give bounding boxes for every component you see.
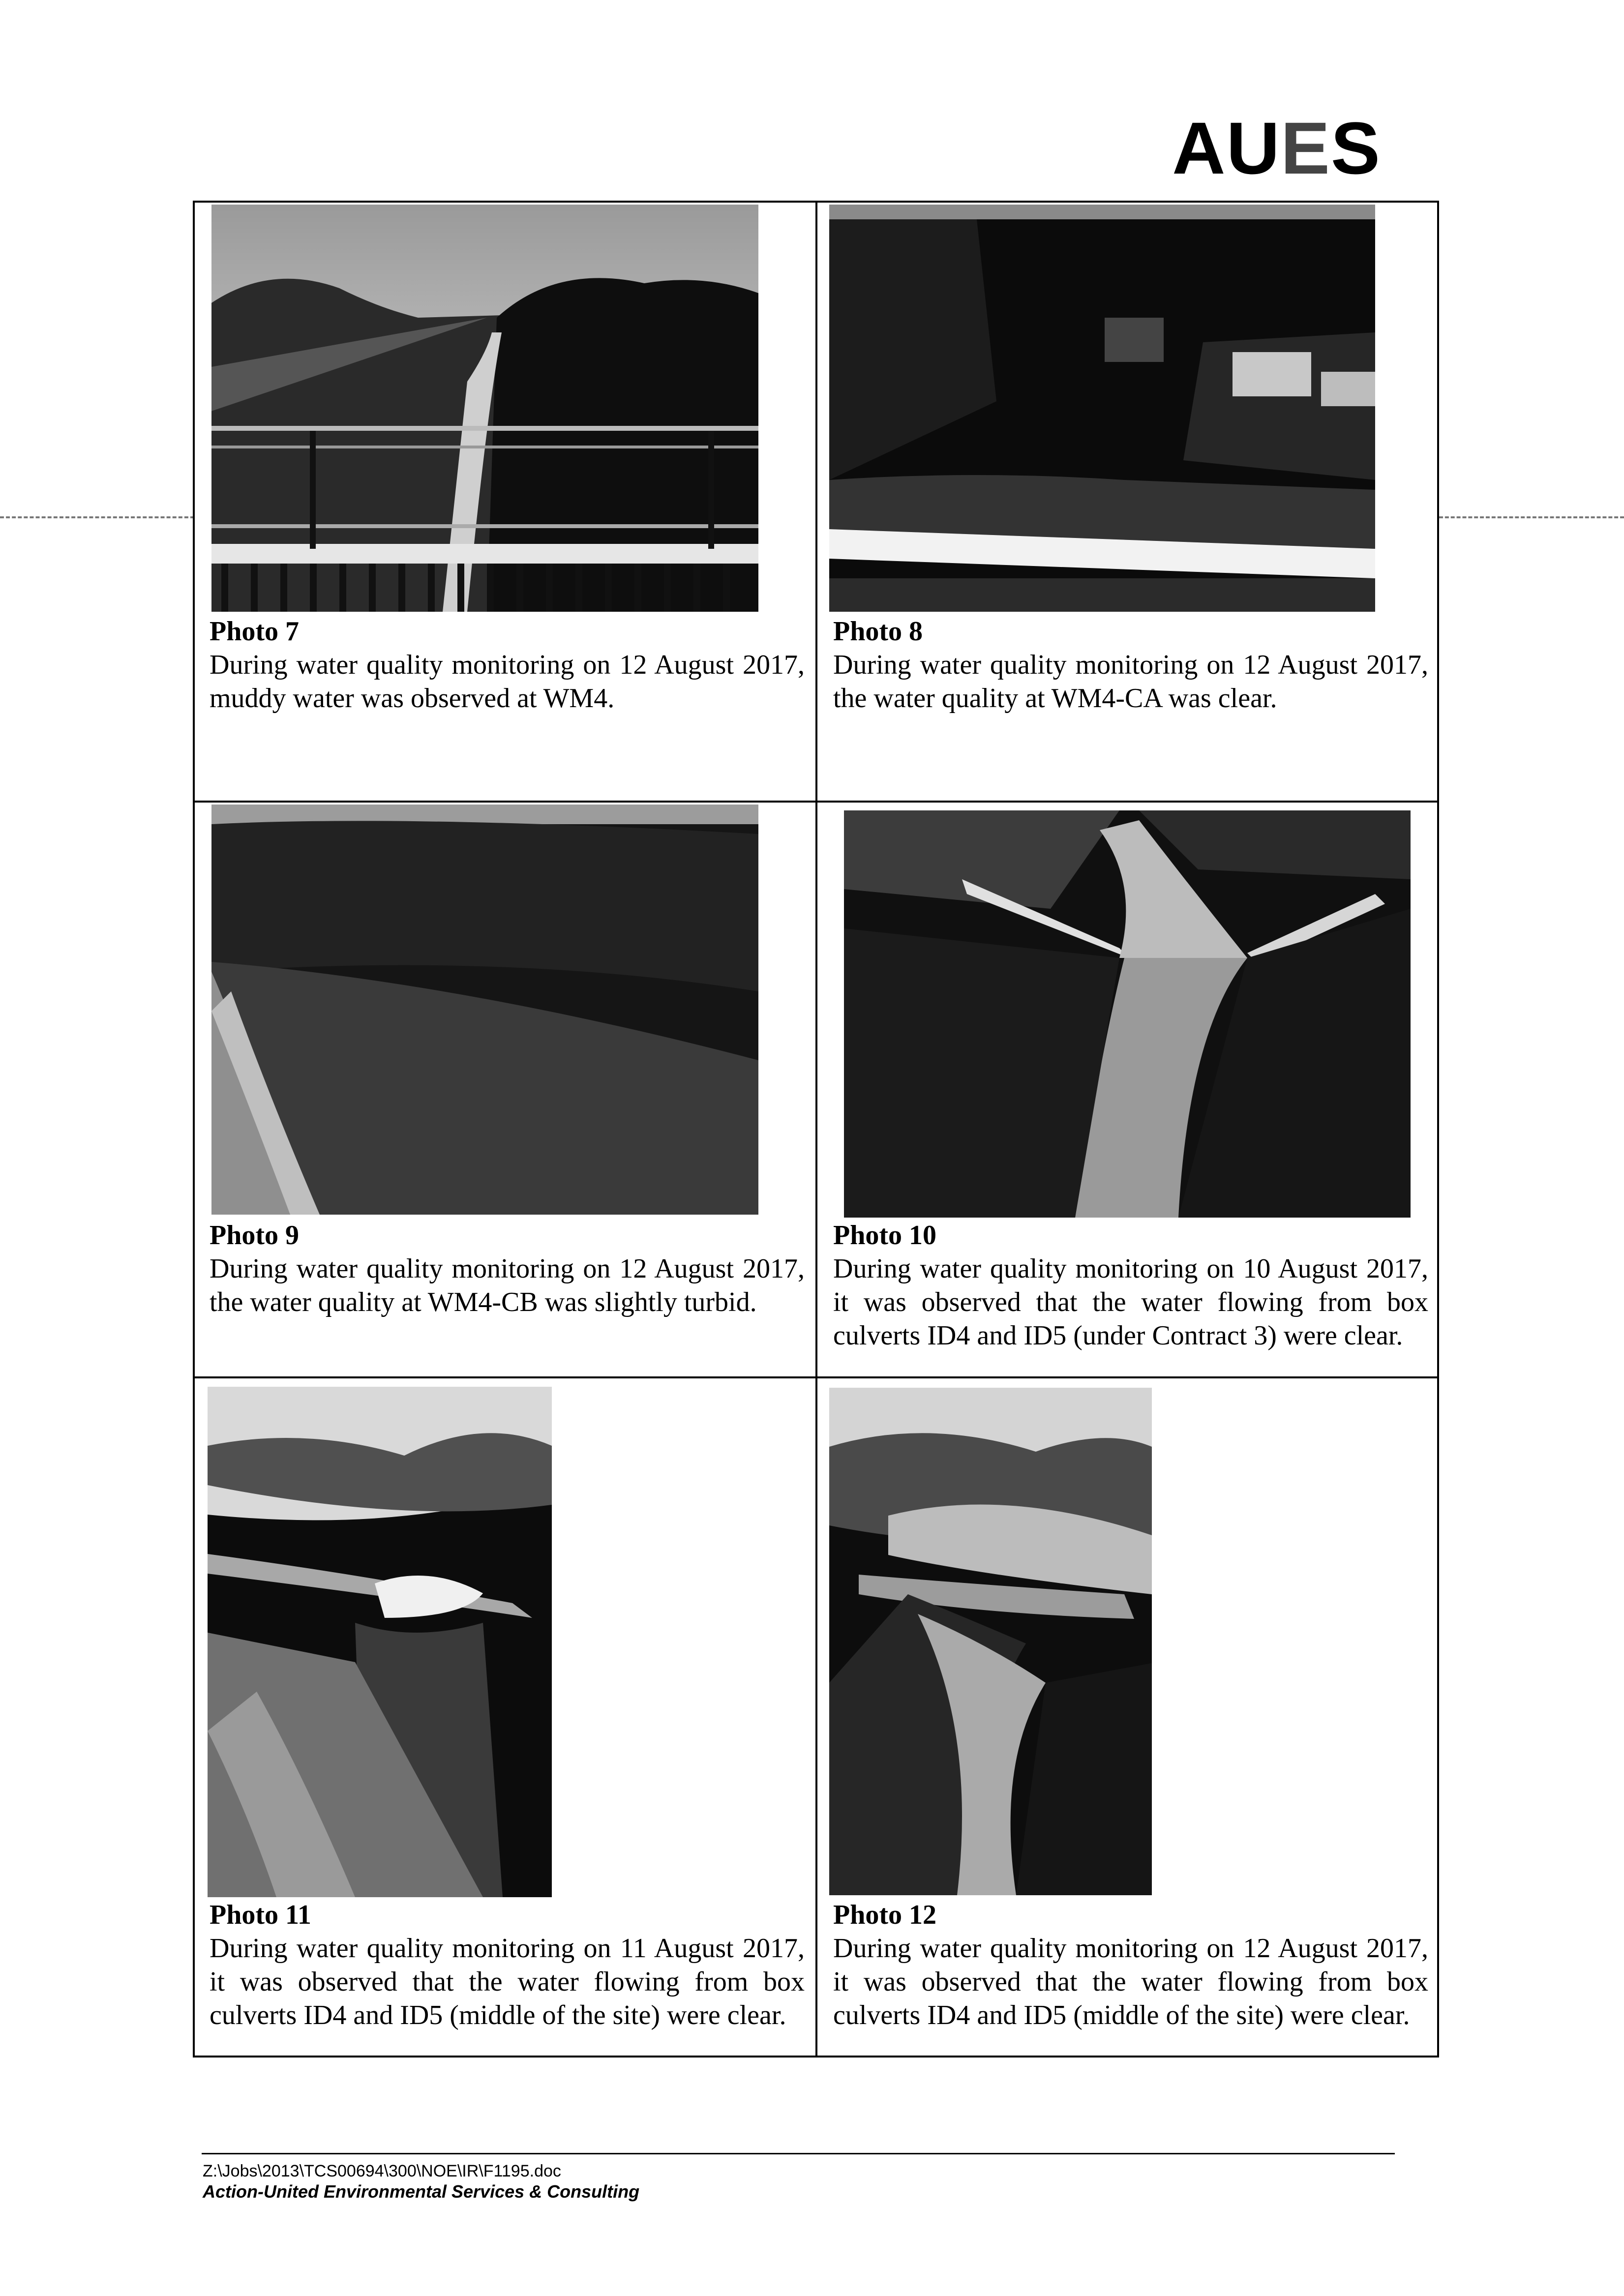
photo-8-description: During water quality monitoring on 12 August 2017, the water quality at WM4-CA was clear.	[833, 650, 1428, 714]
photo-11-title: Photo 11	[210, 1900, 311, 1930]
footer-divider	[202, 2153, 1395, 2154]
photo-12-description: During water quality monitoring on 12 August 2017, it was observed that the water flowing from box culverts ID4 and ID5 (middle of the site) were clear.	[833, 1933, 1428, 2030]
logo-middle: E	[1280, 107, 1331, 189]
photo-10-description: During water quality monitoring on 10 August 2017, it was observed that the water flowing from box culverts ID4 and ID5 (under Contract 3) were clear.	[833, 1253, 1428, 1351]
photo-12-image	[829, 1388, 1152, 1895]
photo-table	[193, 201, 1439, 2057]
photo-8-title: Photo 8	[833, 616, 923, 647]
footer-company-name: Action-United Environmental Services & Consulting	[203, 2181, 640, 2202]
photo-10-caption	[833, 1219, 1428, 1352]
photo-10-title: Photo 10	[833, 1220, 936, 1251]
photo-12-title: Photo 12	[833, 1900, 936, 1930]
photo-12-caption	[833, 1898, 1428, 2032]
logo-prefix: AU	[1172, 107, 1281, 189]
logo-suffix: S	[1330, 107, 1381, 189]
photo-11-image	[208, 1387, 552, 1897]
photo-10-image	[844, 810, 1411, 1218]
photo-9-description: During water quality monitoring on 12 August 2017, the water quality at WM4-CB was slightly turbid.	[210, 1253, 805, 1317]
photo-7-title: Photo 7	[210, 616, 299, 647]
table-column-divider	[815, 203, 817, 2056]
photo-9-caption	[210, 1219, 805, 1319]
photo-7-caption	[210, 615, 805, 715]
photo-9-title: Photo 9	[210, 1220, 299, 1251]
scan-artifact-line-right	[1439, 516, 1624, 518]
company-logo	[1172, 107, 1381, 189]
table-row-divider-1	[195, 801, 1437, 803]
footer-file-path: Z:\Jobs\2013\TCS00694\300\NOE\IR\F1195.doc	[203, 2162, 561, 2180]
photo-11-description: During water quality monitoring on 11 August 2017, it was observed that the water flowing from box culverts ID4 and ID5 (middle of the site) were clear.	[210, 1933, 805, 2030]
photo-7-description: During water quality monitoring on 12 August 2017, muddy water was observed at WM4.	[210, 650, 805, 714]
scan-artifact-line-left	[0, 516, 194, 518]
photo-8-caption	[833, 615, 1428, 715]
photo-7-image	[211, 205, 758, 612]
photo-9-image	[211, 805, 758, 1215]
table-row-divider-2	[195, 1376, 1437, 1378]
photo-8-image	[829, 205, 1375, 612]
photo-11-caption	[210, 1898, 805, 2032]
